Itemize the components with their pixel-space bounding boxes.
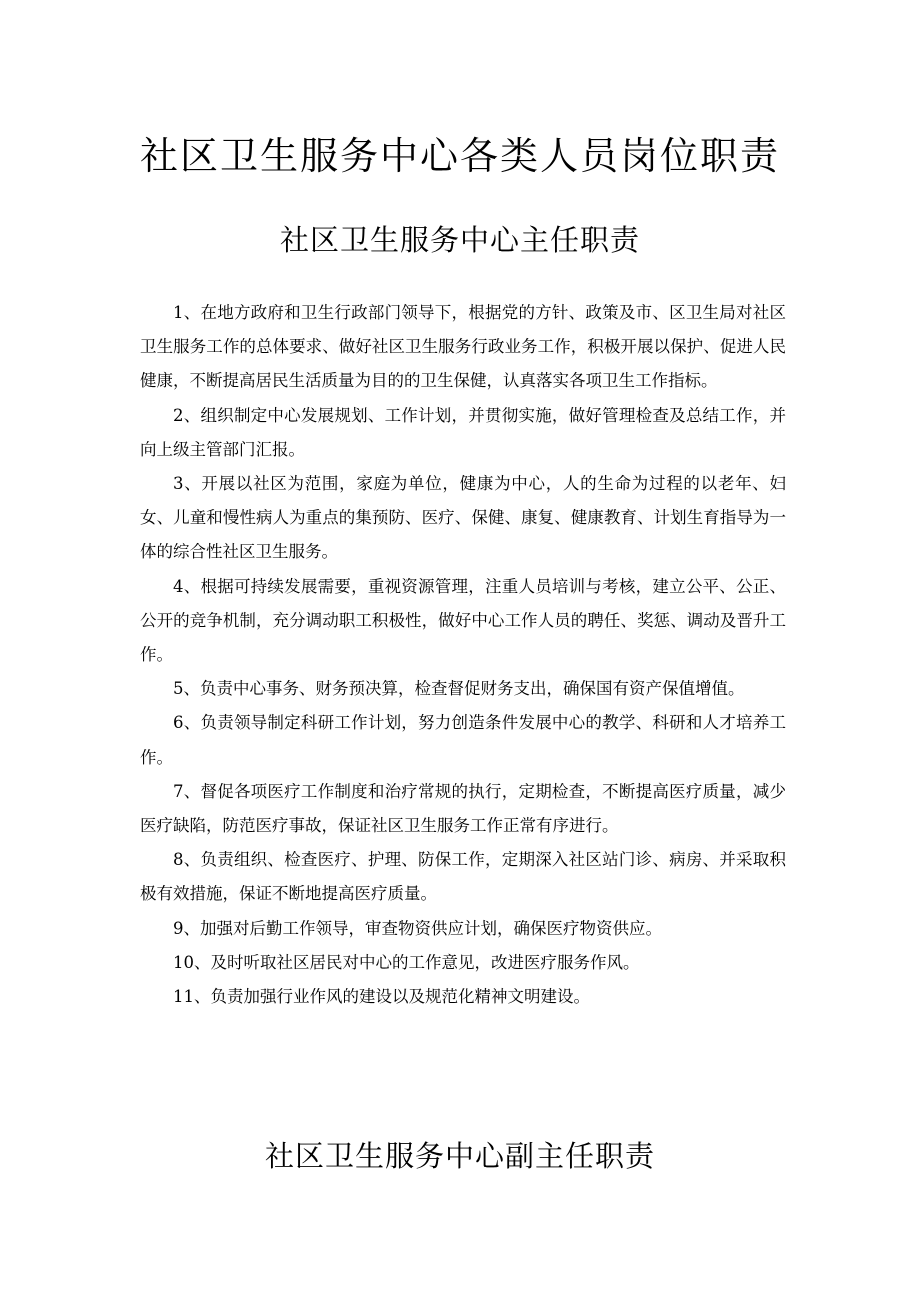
duty-item: 6、负责领导制定科研工作计划，努力创造条件发展中心的教学、科研和人才培养工作。 <box>140 713 786 767</box>
section-title-director: 社区卫生服务中心主任职责 <box>279 223 640 257</box>
section-title-deputy-director: 社区卫生服务中心副主任职责 <box>264 1139 655 1173</box>
duty-item: 1、在地方政府和卫生行政部门领导下，根据党的方针、政策及市、区卫生局对社区卫生服务工作的总体要求、做好社区卫生服务行政业务工作，积极开展以保护、促进人民健康，不断提高居民生活质量为目的的卫生保健，认真落实各项卫生工作指标。 <box>140 303 786 391</box>
document-title: 社区卫生服务中心各类人员岗位职责 <box>139 134 780 178</box>
duty-item: 11、负责加强行业作风的建设以及规范化精神文明建设。 <box>173 987 590 1007</box>
duty-item: 7、督促各项医疗工作制度和治疗常规的执行，定期检查，不断提高医疗质量，减少医疗缺陷，防范医疗事故，保证社区卫生服务工作正常有序进行。 <box>140 781 786 836</box>
duty-item: 4、根据可持续发展需要，重视资源管理，注重人员培训与考核，建立公平、公正、公开的竞争机制，充分调动职工积极性，做好中心工作人员的聘任、奖惩、调动及晋升工作。 <box>140 576 786 665</box>
director-duties-list <box>140 296 786 1014</box>
duty-item: 5、负责中心事务、财务预决算，检查督促财务支出，确保国有资产保值增值。 <box>173 679 745 699</box>
duty-item: 10、及时听取社区居民对中心的工作意见，改进医疗服务作风。 <box>173 952 640 972</box>
duty-item: 9、加强对后勤工作领导，审查物资供应计划，确保医疗物资供应。 <box>173 918 662 938</box>
duty-item: 3、开展以社区为范围，家庭为单位，健康为中心，人的生命为过程的以老年、妇女、儿童和慢性病人为重点的集预防、医疗、保健、康复、健康教育、计划生育指导为一体的综合性社区卫生服务。 <box>140 474 786 562</box>
duty-item: 2、组织制定中心发展规划、工作计划，并贯彻实施，做好管理检查及总结工作，并向上级主管部门汇报。 <box>140 405 786 459</box>
duty-item: 8、负责组织、检查医疗、护理、防保工作，定期深入社区站门诊、病房、并采取积极有效措施，保证不断地提高医疗质量。 <box>140 850 786 904</box>
